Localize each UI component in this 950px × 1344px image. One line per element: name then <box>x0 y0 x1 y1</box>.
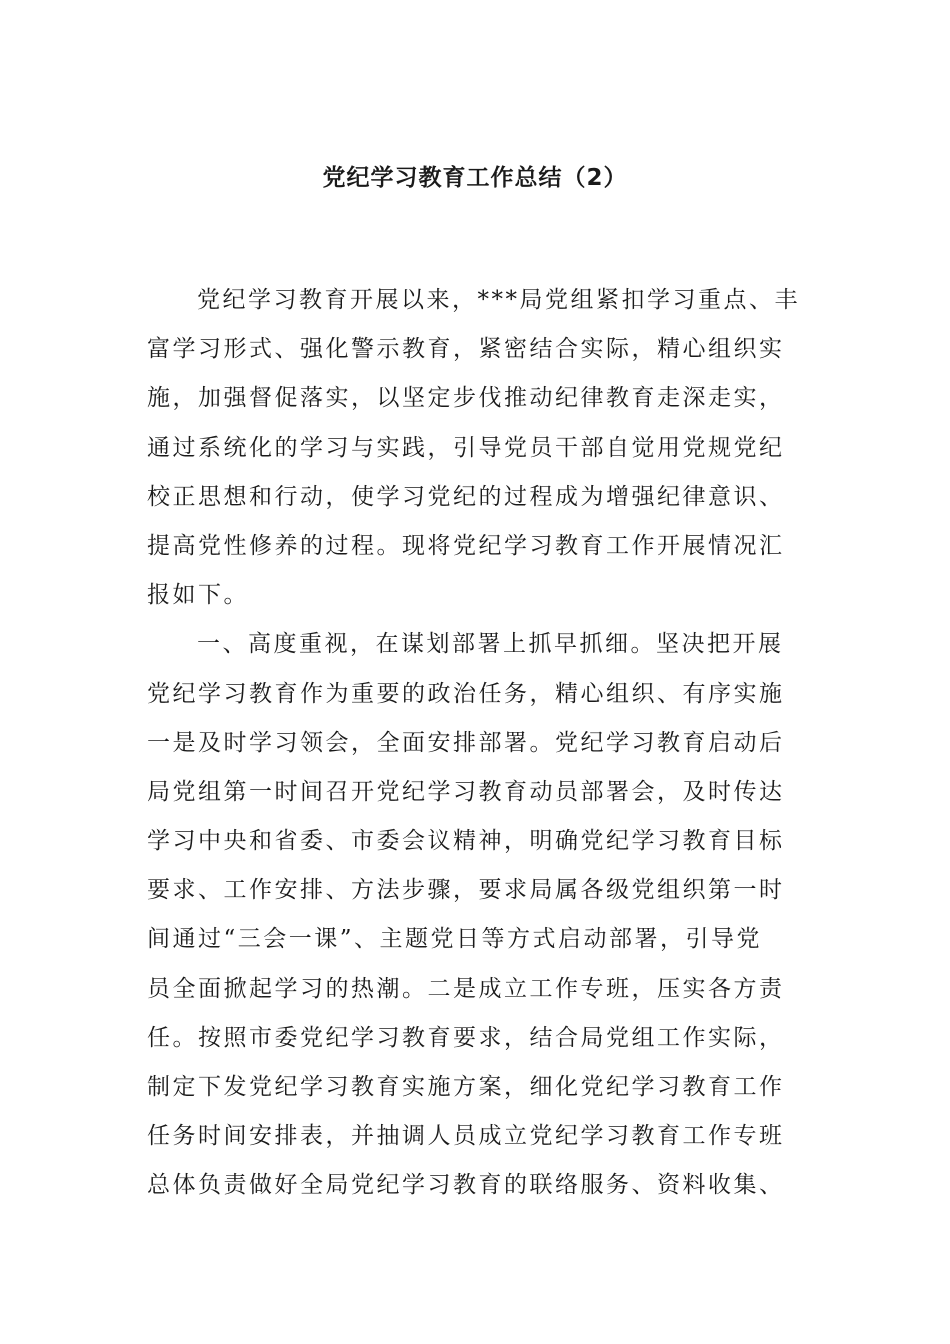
paragraph-line: 校正思想和行动，使学习党纪的过程成为增强纪律意识、 <box>147 483 785 510</box>
paragraph-intro <box>147 276 805 620</box>
paragraph-line: 要求、工作安排、方法步骤，要求局属各级党组织第一时 <box>147 877 785 904</box>
paragraph-line: 任。按照市委党纪学习教育要求，结合局党组工作实际， <box>147 1024 785 1051</box>
paragraph-line: 施，加强督促落实，以坚定步伐推动纪律教育走深走实， <box>147 385 785 412</box>
paragraph-line: 局党组第一时间召开党纪学习教育动员部署会，及时传达 <box>147 778 785 805</box>
paragraph-line: 间通过“三会一课”、主题党日等方式启动部署，引导党 <box>147 926 763 953</box>
paragraph-line: 党纪学习教育作为重要的政治任务，精心组织、有序实施 <box>147 680 785 707</box>
document-title: 党纪学习教育工作总结（2） <box>322 165 628 191</box>
paragraph-line: 通过系统化的学习与实践，引导党员干部自觉用党规党纪 <box>147 434 785 461</box>
document-body <box>147 276 805 1211</box>
paragraph-line: 提高党性修养的过程。现将党纪学习教育工作开展情况汇 <box>147 532 785 559</box>
paragraph-line: 员全面掀起学习的热潮。二是成立工作专班，压实各方责 <box>147 975 785 1002</box>
paragraph-section-one <box>147 620 805 1210</box>
paragraph-line: 党纪学习教育开展以来，***局党组紧扣学习重点、丰 <box>197 287 800 313</box>
paragraph-line: 一是及时学习领会，全面安排部署。党纪学习教育启动后 <box>147 729 785 756</box>
paragraph-line: 任务时间安排表，并抽调人员成立党纪学习教育工作专班 <box>147 1123 785 1150</box>
paragraph-line: 一、高度重视，在谋划部署上抓早抓细。坚决把开展 <box>197 631 784 658</box>
paragraph-line: 总体负责做好全局党纪学习教育的联络服务、资料收集、 <box>147 1172 785 1199</box>
paragraph-line: 制定下发党纪学习教育实施方案，细化党纪学习教育工作 <box>147 1074 785 1100</box>
paragraph-line: 报如下。 <box>147 582 249 609</box>
paragraph-line: 学习中央和省委、市委会议精神，明确党纪学习教育目标 <box>147 828 785 855</box>
paragraph-line: 富学习形式、强化警示教育，紧密结合实际，精心组织实 <box>147 336 785 363</box>
